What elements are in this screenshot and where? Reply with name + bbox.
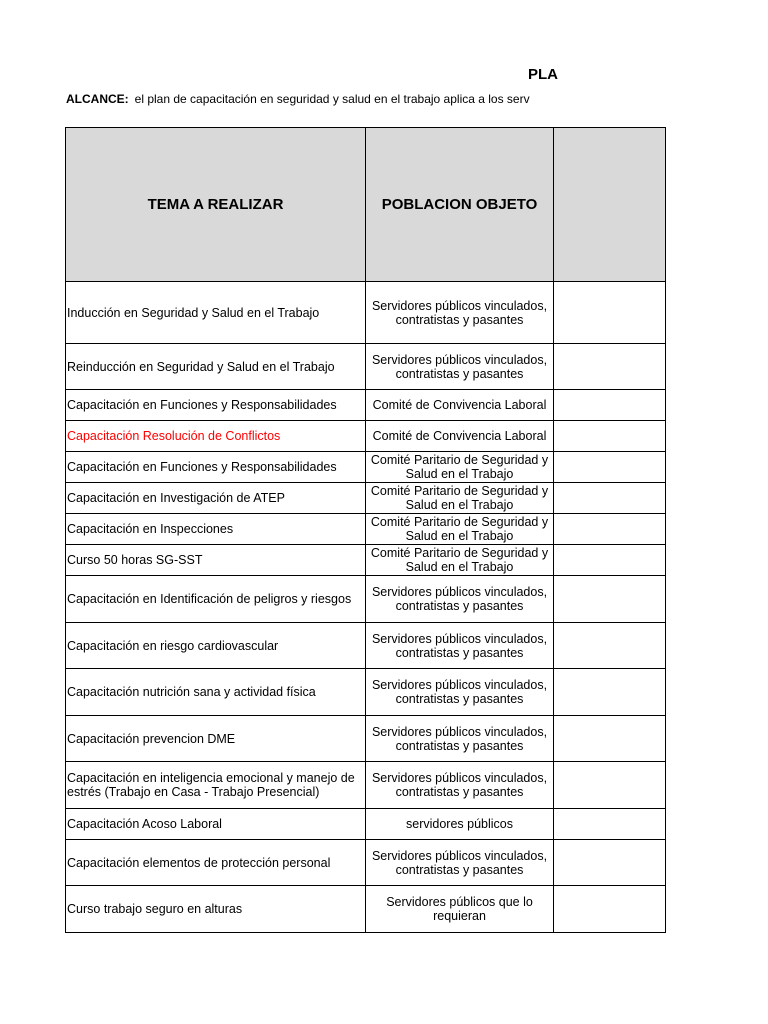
cell-poblacion[interactable] xyxy=(366,716,554,762)
cell-poblacion-line-2: contratistas y pasantes xyxy=(395,738,524,753)
cell-extra[interactable] xyxy=(554,886,666,933)
cell-extra[interactable] xyxy=(554,545,666,576)
cell-tema[interactable]: Capacitación en Inspecciones xyxy=(66,514,366,545)
cell-poblacion[interactable] xyxy=(366,886,554,933)
table-row xyxy=(66,344,666,390)
cell-tema[interactable]: Capacitación en inteligencia emocional y manejo de estrés (Trabajo en Casa - Trabajo Presencial) xyxy=(66,762,366,809)
cell-poblacion-line-2: Salud en el Trabajo xyxy=(405,498,514,512)
cell-tema[interactable]: Capacitación en Investigación de ATEP xyxy=(66,483,366,514)
cell-extra[interactable] xyxy=(554,809,666,840)
table-row xyxy=(66,282,666,344)
cell-poblacion[interactable] xyxy=(366,421,554,452)
cell-poblacion[interactable] xyxy=(366,840,554,886)
cell-poblacion[interactable] xyxy=(366,390,554,421)
cell-poblacion-line-1: Servidores públicos que lo xyxy=(386,895,533,909)
cell-poblacion[interactable] xyxy=(366,623,554,669)
cell-poblacion-line-2: contratistas y pasantes xyxy=(395,692,524,706)
table-row xyxy=(66,514,666,545)
cell-poblacion[interactable] xyxy=(366,282,554,344)
header-row xyxy=(66,128,666,282)
cell-poblacion[interactable] xyxy=(366,809,554,840)
cell-tema[interactable]: Reinducción en Seguridad y Salud en el Trabajo xyxy=(66,344,366,390)
table-row xyxy=(66,809,666,840)
column-header-poblacion[interactable]: POBLACION OBJETO xyxy=(366,128,554,282)
table-row xyxy=(66,452,666,483)
cell-extra[interactable] xyxy=(554,716,666,762)
cell-poblacion-line-2: contratistas y pasantes xyxy=(395,366,524,381)
cell-poblacion-line-1: Servidores públicos vinculados, xyxy=(371,724,548,739)
cell-poblacion-line-1: Servidores públicos vinculados, xyxy=(371,585,548,599)
table-row xyxy=(66,483,666,514)
cell-extra[interactable] xyxy=(554,452,666,483)
scope-line xyxy=(66,92,530,106)
table-row xyxy=(66,762,666,809)
table-row xyxy=(66,623,666,669)
cell-poblacion-line-1: Comité Paritario de Seguridad y xyxy=(370,515,549,529)
cell-poblacion-line-1: Servidores públicos vinculados, xyxy=(371,848,548,863)
cell-tema[interactable]: Capacitación en Funciones y Responsabilidades xyxy=(66,390,366,421)
cell-extra[interactable] xyxy=(554,623,666,669)
scope-label: ALCANCE: xyxy=(66,92,129,106)
training-plan-table xyxy=(65,127,666,933)
cell-poblacion-line-1: Comité Paritario de Seguridad y xyxy=(370,484,549,498)
cell-extra[interactable] xyxy=(554,514,666,545)
cell-tema[interactable]: Curso 50 horas SG-SST xyxy=(66,545,366,576)
column-header-extra xyxy=(554,128,666,282)
cell-poblacion-line-2: Salud en el Trabajo xyxy=(405,467,514,481)
cell-tema[interactable]: Capacitación en Funciones y Responsabilidades xyxy=(66,452,366,483)
cell-poblacion[interactable] xyxy=(366,576,554,623)
cell-tema[interactable]: Inducción en Seguridad y Salud en el Trabajo xyxy=(66,282,366,344)
cell-tema[interactable]: Capacitación en Identificación de peligros y riesgos xyxy=(66,576,366,623)
cell-poblacion-line-1: Comité de Convivencia Laboral xyxy=(372,429,547,443)
cell-poblacion[interactable] xyxy=(366,452,554,483)
table-row xyxy=(66,545,666,576)
cell-extra[interactable] xyxy=(554,421,666,452)
cell-poblacion[interactable] xyxy=(366,669,554,716)
cell-extra[interactable] xyxy=(554,390,666,421)
table-row xyxy=(66,716,666,762)
cell-poblacion-line-2: contratistas y pasantes xyxy=(395,785,524,799)
cell-poblacion-line-1: Servidores públicos vinculados, xyxy=(371,352,548,367)
table-row xyxy=(66,576,666,623)
cell-poblacion-line-2: requieran xyxy=(433,909,486,923)
cell-extra[interactable] xyxy=(554,840,666,886)
cell-extra[interactable] xyxy=(554,483,666,514)
cell-tema[interactable]: Capacitación prevencion DME xyxy=(66,716,366,762)
cell-poblacion-line-2: Salud en el Trabajo xyxy=(405,529,514,543)
cell-poblacion-line-2: Salud en el Trabajo xyxy=(405,560,514,574)
cell-extra[interactable] xyxy=(554,669,666,716)
table-row xyxy=(66,421,666,452)
cell-tema[interactable]: Capacitación nutrición sana y actividad física xyxy=(66,669,366,716)
cell-tema[interactable]: Capacitación en riesgo cardiovascular xyxy=(66,623,366,669)
cell-poblacion-line-1: Comité de Convivencia Laboral xyxy=(372,398,547,412)
table-row xyxy=(66,840,666,886)
cell-tema[interactable]: Capacitación Acoso Laboral xyxy=(66,809,366,840)
cell-tema[interactable]: Capacitación Resolución de Conflictos xyxy=(66,421,366,452)
cell-tema[interactable]: Curso trabajo seguro en alturas xyxy=(66,886,366,933)
cell-poblacion-line-1: Servidores públicos vinculados, xyxy=(371,771,548,785)
cell-poblacion[interactable] xyxy=(366,545,554,576)
cell-tema[interactable]: Capacitación elementos de protección personal xyxy=(66,840,366,886)
table-row xyxy=(66,886,666,933)
cell-extra[interactable] xyxy=(554,762,666,809)
cell-poblacion[interactable] xyxy=(366,344,554,390)
cell-poblacion-line-2: contratistas y pasantes xyxy=(395,645,524,660)
cell-poblacion-line-1: Comité Paritario de Seguridad y xyxy=(370,546,549,560)
cell-poblacion-line-1: servidores públicos xyxy=(406,817,513,831)
table-row xyxy=(66,390,666,421)
cell-poblacion-line-2: contratistas y pasantes xyxy=(395,599,524,613)
cell-extra[interactable] xyxy=(554,282,666,344)
cell-poblacion-line-1: Comité Paritario de Seguridad y xyxy=(370,453,549,467)
cell-poblacion-line-1: Servidores públicos vinculados, xyxy=(371,298,548,313)
cell-poblacion[interactable] xyxy=(366,514,554,545)
cell-extra[interactable] xyxy=(554,344,666,390)
cell-extra[interactable] xyxy=(554,576,666,623)
cell-poblacion-line-1: Servidores públicos vinculados, xyxy=(371,631,548,646)
cell-poblacion[interactable] xyxy=(366,762,554,809)
cell-poblacion-line-2: contratistas y pasantes xyxy=(395,862,524,877)
cell-poblacion[interactable] xyxy=(366,483,554,514)
column-header-tema[interactable]: TEMA A REALIZAR xyxy=(66,128,366,282)
scope-text: el plan de capacitación en seguridad y salud en el trabajo aplica a los serv xyxy=(134,92,530,106)
cell-poblacion-line-2: contratistas y pasantes xyxy=(395,312,524,327)
cell-poblacion-line-1: Servidores públicos vinculados, xyxy=(371,678,548,692)
table-row xyxy=(66,669,666,716)
page-title: PLA xyxy=(528,66,558,83)
